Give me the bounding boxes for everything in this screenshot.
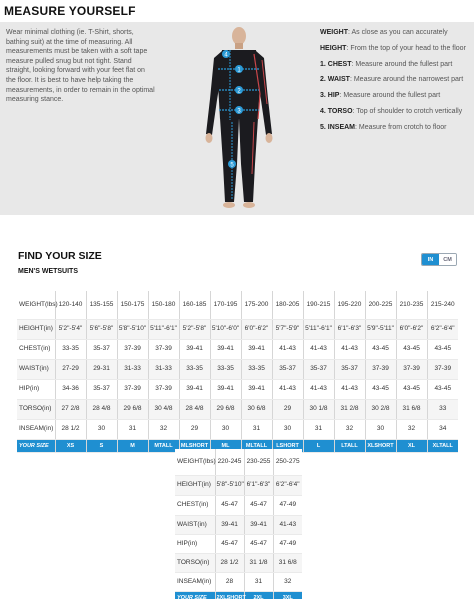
svg-text:2: 2 xyxy=(237,88,241,95)
table-cell: L xyxy=(303,439,334,452)
table-cell: 30 1/8 xyxy=(303,399,334,419)
table-cell: 47-49 xyxy=(273,495,302,515)
measurement-steps xyxy=(320,28,470,139)
table-cell: 39-41 xyxy=(241,339,272,359)
table-row xyxy=(17,339,458,359)
svg-text:5: 5 xyxy=(230,162,234,169)
table-cell: 120-140 xyxy=(55,291,86,319)
table-cell: MLSHORT xyxy=(179,439,210,452)
table-cell: 30 xyxy=(210,419,241,439)
table-cell: 41-43 xyxy=(272,379,303,399)
table-cell: 39-41 xyxy=(210,379,241,399)
table-cell: 31 6/8 xyxy=(273,553,302,572)
table-cell: 28 4/8 xyxy=(179,399,210,419)
table-cell: 195-220 xyxy=(334,291,365,319)
row-label: HEIGHT(in) xyxy=(17,319,55,339)
row-label: HIP(in) xyxy=(17,379,55,399)
table-cell: 41-43 xyxy=(334,339,365,359)
table-cell: 33 xyxy=(427,399,458,419)
table-cell: 5'11"-6'1" xyxy=(148,319,179,339)
table-cell: 6'2"-6'4" xyxy=(427,319,458,339)
table-cell: 29 6/8 xyxy=(210,399,241,419)
wetsuit-figure xyxy=(170,24,308,212)
table-cell: 45-47 xyxy=(215,534,244,553)
table-cell: 31-33 xyxy=(148,359,179,379)
table-cell: XS xyxy=(55,439,86,452)
table-cell: 27 2/8 xyxy=(55,399,86,419)
table-cell: 30 2/8 xyxy=(365,399,396,419)
find-size-title: FIND YOUR SIZE xyxy=(18,250,102,262)
table-cell: 29 6/8 xyxy=(117,399,148,419)
table-cell: 31-33 xyxy=(117,359,148,379)
step-weight: WEIGHT: As close as you can accurately xyxy=(320,29,448,36)
table-cell: 39-41 xyxy=(244,515,273,534)
row-label: WEIGHT(lbs) xyxy=(175,449,215,475)
table-row xyxy=(17,379,458,399)
table-cell: 6'0"-6'2" xyxy=(396,319,427,339)
table-cell: 41-43 xyxy=(303,339,334,359)
table-cell: 31 xyxy=(241,419,272,439)
table-row xyxy=(175,495,302,515)
row-label: WAIST(in) xyxy=(175,515,215,534)
row-label: WEIGHT(lbs) xyxy=(17,291,55,319)
table-cell: 215-240 xyxy=(427,291,458,319)
table-cell: 150-180 xyxy=(148,291,179,319)
table-cell: 30 4/8 xyxy=(148,399,179,419)
table-cell: 41-43 xyxy=(334,379,365,399)
table-cell: S xyxy=(86,439,117,452)
table-cell: 33-35 xyxy=(179,359,210,379)
table-cell: 39-41 xyxy=(179,339,210,359)
table-cell: 220-245 xyxy=(215,449,244,475)
table-cell: 35-37 xyxy=(86,379,117,399)
size-chart-table-extended xyxy=(175,449,302,599)
row-label: INSEAM(in) xyxy=(175,572,215,591)
table-cell: 30 xyxy=(272,419,303,439)
table-row xyxy=(17,291,458,319)
size-chart-table xyxy=(17,291,458,453)
unit-toggle[interactable] xyxy=(421,253,457,266)
table-cell: MTALL xyxy=(148,439,179,452)
table-cell: XLSHORT xyxy=(365,439,396,452)
table-cell: 135-155 xyxy=(86,291,117,319)
table-cell: 28 xyxy=(215,572,244,591)
table-row xyxy=(17,399,458,419)
table-cell: 31 2/8 xyxy=(334,399,365,419)
row-label: TORSO(in) xyxy=(17,399,55,419)
table-cell: 37-39 xyxy=(117,339,148,359)
table-cell: 28 1/2 xyxy=(55,419,86,439)
table-cell: 33-35 xyxy=(241,359,272,379)
table-cell: 32 xyxy=(396,419,427,439)
table-cell: 3XL xyxy=(273,591,302,599)
wetsuit-illustration xyxy=(170,24,308,212)
table-cell: M xyxy=(117,439,148,452)
step-torso: 4. TORSO: Top of shoulder to crotch vertically xyxy=(320,107,463,115)
table-cell: 175-200 xyxy=(241,291,272,319)
table-cell: LTALL xyxy=(334,439,365,452)
table-cell: 37-39 xyxy=(396,359,427,379)
table-cell: 35-37 xyxy=(303,359,334,379)
table-cell: 29-31 xyxy=(86,359,117,379)
table-cell: 31 xyxy=(303,419,334,439)
table-cell: 37-39 xyxy=(148,339,179,359)
table-cell: 5'11"-6'1" xyxy=(303,319,334,339)
table-cell: 39-41 xyxy=(210,339,241,359)
step-hip: 3. HIP: Measure around the fullest part xyxy=(320,92,441,100)
row-label: INSEAM(in) xyxy=(17,419,55,439)
table-cell: 35-37 xyxy=(334,359,365,379)
table-row xyxy=(175,534,302,553)
table-cell: ML xyxy=(210,439,241,452)
step-chest: 1. CHEST: Measure around the fullest part xyxy=(320,60,453,68)
table-cell: 43-45 xyxy=(427,379,458,399)
table-cell: 200-225 xyxy=(365,291,396,319)
row-label: HEIGHT(in) xyxy=(175,475,215,495)
table-cell: XLTALL xyxy=(427,439,458,452)
unit-cm-button[interactable]: CM xyxy=(439,254,456,265)
table-cell: XL xyxy=(396,439,427,452)
table-cell: 150-175 xyxy=(117,291,148,319)
table-cell: LSHORT xyxy=(272,439,303,452)
table-cell: 37-39 xyxy=(117,379,148,399)
table-row xyxy=(175,591,302,599)
table-cell: 28 4/8 xyxy=(86,399,117,419)
table-cell: 32 xyxy=(334,419,365,439)
table-cell: 6'2"-6'4" xyxy=(273,475,302,495)
table-cell: 170-195 xyxy=(210,291,241,319)
table-cell: 5'8"-5'10" xyxy=(215,475,244,495)
table-cell: 31 xyxy=(244,572,273,591)
row-label: WAIST(in) xyxy=(17,359,55,379)
table-cell: 30 6/8 xyxy=(241,399,272,419)
table-cell: 35-37 xyxy=(272,359,303,379)
table-cell: 5'7"-5'9" xyxy=(272,319,303,339)
mens-wetsuits-subtitle: MEN'S WETSUITS xyxy=(18,268,78,275)
table-cell: 43-45 xyxy=(427,339,458,359)
table-row xyxy=(175,572,302,591)
table-cell: 160-185 xyxy=(179,291,210,319)
intro-text: Wear minimal clothing (ie. T-Shirt, shorts, bathing suit) at the time of measuring. All measurements must be taken with a soft tape measure pulled snug but not tight. Stand straight, looking forward with your feet flat on the floor. It is best to have help taking the measurements, in order to remain in the optimal measuring stance. xyxy=(6,29,155,104)
table-cell: 45-47 xyxy=(215,495,244,515)
table-cell: 39-41 xyxy=(179,379,210,399)
table-cell: 190-215 xyxy=(303,291,334,319)
row-label: CHEST(in) xyxy=(175,495,215,515)
table-cell: 37-39 xyxy=(427,359,458,379)
table-cell: 31 1/8 xyxy=(244,553,273,572)
table-cell: 180-205 xyxy=(272,291,303,319)
table-cell: 250-275 xyxy=(273,449,302,475)
table-row xyxy=(175,515,302,534)
table-cell: 31 xyxy=(117,419,148,439)
table-cell: 2XL xyxy=(244,591,273,599)
table-cell: 41-43 xyxy=(272,339,303,359)
table-cell: 29 xyxy=(272,399,303,419)
svg-text:3: 3 xyxy=(237,108,241,115)
svg-text:1: 1 xyxy=(237,67,241,74)
table-cell: 5'8"-5'10" xyxy=(117,319,148,339)
table-cell: 39-41 xyxy=(241,379,272,399)
table-row xyxy=(17,359,458,379)
table-cell: 32 xyxy=(273,572,302,591)
table-cell: 6'0"-6'2" xyxy=(241,319,272,339)
unit-in-button[interactable]: IN xyxy=(422,254,439,265)
table-cell: 27-29 xyxy=(55,359,86,379)
page-title: MEASURE YOURSELF xyxy=(4,4,136,18)
table-cell: 30 xyxy=(86,419,117,439)
table-cell: 39-41 xyxy=(215,515,244,534)
table-cell: 34-36 xyxy=(55,379,86,399)
row-label: YOUR SIZE xyxy=(17,439,55,452)
table-cell: 6'1"-6'3" xyxy=(334,319,365,339)
table-cell: 2XLSHORT xyxy=(215,591,244,599)
table-cell: 33-35 xyxy=(210,359,241,379)
table-cell: 45-47 xyxy=(244,495,273,515)
table-cell: 43-45 xyxy=(365,339,396,359)
measure-panel xyxy=(0,22,474,215)
table-cell: 32 xyxy=(148,419,179,439)
row-label: HIP(in) xyxy=(175,534,215,553)
table-cell: 230-255 xyxy=(244,449,273,475)
step-height: HEIGHT: From the top of your head to the floor xyxy=(320,44,466,52)
table-cell: 34 xyxy=(427,419,458,439)
table-cell: 37-39 xyxy=(365,359,396,379)
table-row xyxy=(175,553,302,572)
step-inseam: 5. INSEAM: Measure from crotch to floor xyxy=(320,123,447,131)
table-cell: 41-43 xyxy=(273,515,302,534)
table-cell: 43-45 xyxy=(396,379,427,399)
table-cell: 37-39 xyxy=(148,379,179,399)
table-cell: 43-45 xyxy=(396,339,427,359)
table-cell: 5'9"-5'11" xyxy=(365,319,396,339)
table-cell: 6'1"-6'3" xyxy=(244,475,273,495)
table-cell: 210-235 xyxy=(396,291,427,319)
table-cell: 5'2"-5'4" xyxy=(55,319,86,339)
table-cell: 30 xyxy=(365,419,396,439)
title-bar xyxy=(0,0,474,22)
table-cell: 33-35 xyxy=(55,339,86,359)
row-label: YOUR SIZE xyxy=(175,591,215,599)
table-cell: MLTALL xyxy=(241,439,272,452)
svg-text:4: 4 xyxy=(224,52,228,59)
row-label: TORSO(in) xyxy=(175,553,215,572)
step-waist: 2. WAIST: Measure around the narrowest part xyxy=(320,76,464,84)
table-cell: 28 1/2 xyxy=(215,553,244,572)
table-cell: 5'6"-5'8" xyxy=(86,319,117,339)
table-cell: 5'10"-6'0" xyxy=(210,319,241,339)
table-cell: 35-37 xyxy=(86,339,117,359)
table-cell: 45-47 xyxy=(244,534,273,553)
table-cell: 29 xyxy=(179,419,210,439)
table-cell: 43-45 xyxy=(365,379,396,399)
table-row xyxy=(17,419,458,439)
table-cell: 31 6/8 xyxy=(396,399,427,419)
table-row xyxy=(17,319,458,339)
table-cell: 41-43 xyxy=(303,379,334,399)
table-row xyxy=(175,475,302,495)
row-label: CHEST(in) xyxy=(17,339,55,359)
table-row xyxy=(175,449,302,475)
table-cell: 5'2"-5'8" xyxy=(179,319,210,339)
table-cell: 47-49 xyxy=(273,534,302,553)
